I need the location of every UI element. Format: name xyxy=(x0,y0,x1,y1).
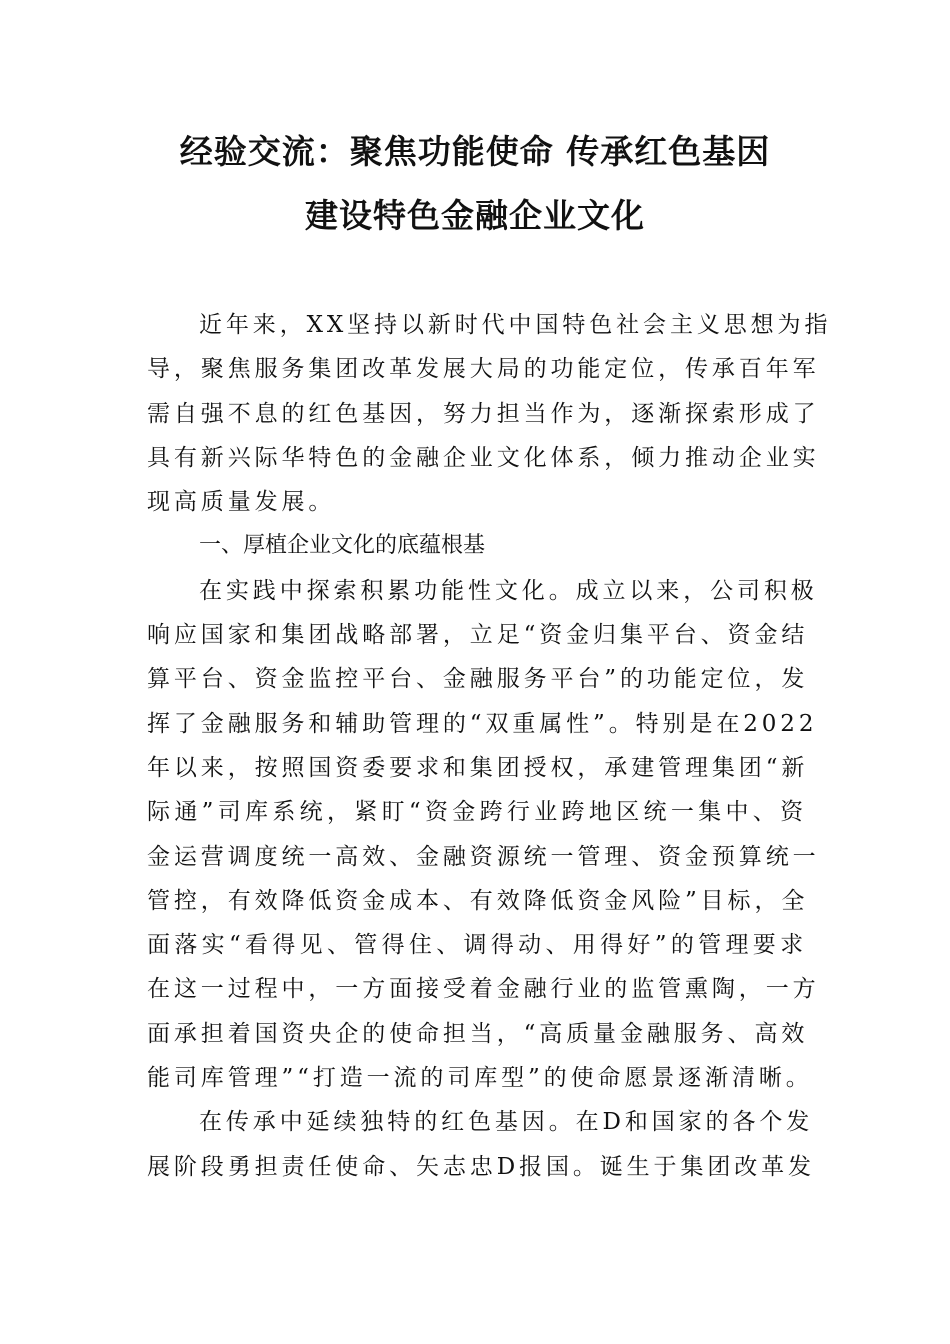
intro-line: 导，聚焦服务集团改革发展大局的功能定位，传承百年军 xyxy=(147,356,820,383)
paragraph-line: 年以来，按照国资委要求和集团授权，承建管理集团“新 xyxy=(147,754,809,781)
paragraph-line: 算平台、资金监控平台、金融服务平台”的功能定位，发 xyxy=(147,666,809,693)
paragraph-line: 在这一过程中，一方面接受着金融行业的监管熏陶，一方 xyxy=(147,976,820,1003)
paragraph-line: 管控，有效降低资金成本、有效降低资金风险”目标，全 xyxy=(147,887,809,914)
paragraph-line: 际通”司库系统，紧盯“资金跨行业跨地区统一集中、资 xyxy=(147,799,807,826)
intro-line: 需自强不息的红色基因，努力担当作为，逐渐探索形成了 xyxy=(147,400,820,427)
document-body xyxy=(147,303,832,1189)
body-paragraph-1 xyxy=(147,569,820,1101)
paragraph-line: 响应国家和集团战略部署，立足“资金归集平台、资金结 xyxy=(147,622,809,649)
title-line-1: 经验交流：聚焦功能使命 传承红色基因 xyxy=(179,132,771,171)
intro-line: 现高质量发展。 xyxy=(147,489,336,516)
paragraph-line: 挥了金融服务和辅助管理的“双重属性”。特别是在2022 xyxy=(147,710,818,737)
document-title xyxy=(0,120,950,248)
body-paragraph-2 xyxy=(147,1100,815,1189)
intro-paragraph xyxy=(147,303,832,524)
paragraph-line: 能司库管理”“打造一流的司库型”的使命愿景逐渐清晰。 xyxy=(147,1065,813,1092)
paragraph-line: 面落实“看得见、管得住、调得动、用得好”的管理要求 xyxy=(147,932,807,959)
title-line-2: 建设特色金融企业文化 xyxy=(305,196,645,235)
paragraph-line: 在传承中延续独特的红色基因。在D和国家的各个发 xyxy=(199,1109,814,1136)
paragraph-line: 在实践中探索积累功能性文化。成立以来，公司积极 xyxy=(199,577,818,604)
section-heading: 一、厚植企业文化的底蕴根基 xyxy=(199,533,486,559)
paragraph-line: 面承担着国资央企的使命担当，“高质量金融服务、高效 xyxy=(147,1020,809,1047)
intro-line: 具有新兴际华特色的金融企业文化体系，倾力推动企业实 xyxy=(147,444,820,471)
intro-line: 近年来，XX坚持以新时代中国特色社会主义思想为指 xyxy=(199,312,832,338)
paragraph-line: 展阶段勇担责任使命、矢志忠D报国。诞生于集团改革发 xyxy=(147,1153,815,1180)
paragraph-line: 金运营调度统一高效、金融资源统一管理、资金预算统一 xyxy=(147,843,820,870)
